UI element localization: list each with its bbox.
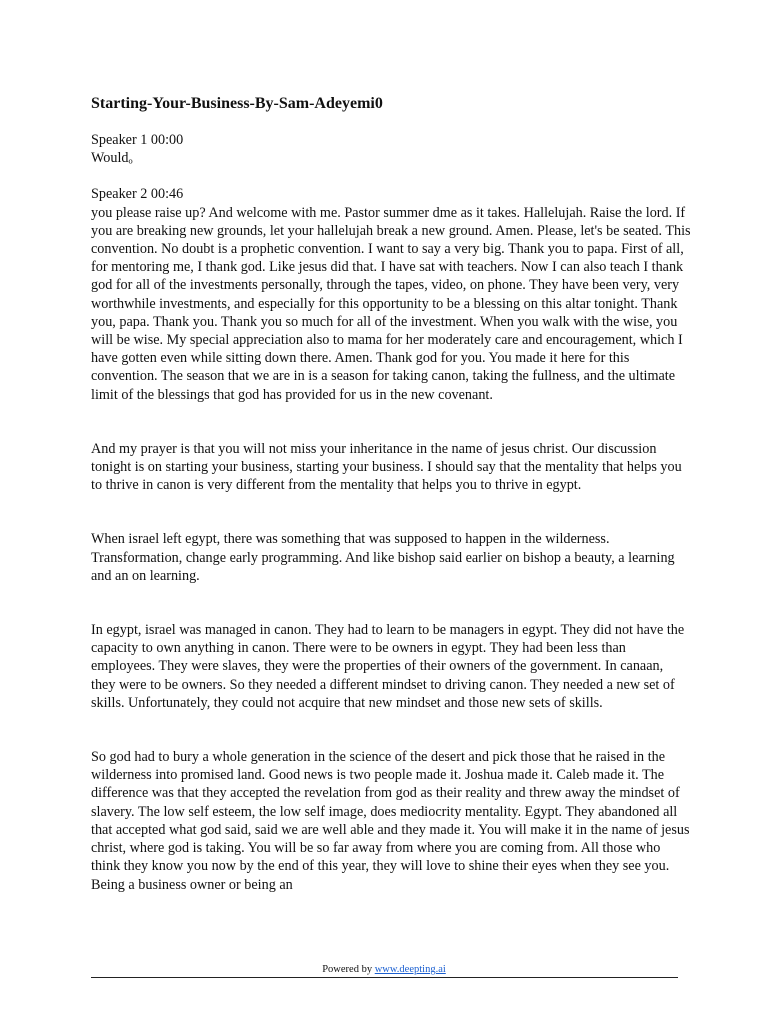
speaker-2-label: Speaker 2 00:46 (91, 186, 184, 203)
transcript-body (91, 131, 691, 894)
footer (0, 963, 768, 976)
transcript-paragraph: When israel left egypt, there was something that was supposed to happen in the wilderness. Transformation, change early programming. And like bishop said earlier on bishop a beauty, a learning and an on learning. (91, 531, 675, 584)
document-title: Starting-Your-Business-By-Sam-Adeyemi0 (91, 95, 383, 112)
footer-prefix: Powered by (322, 964, 375, 975)
transcript-paragraph: And my prayer is that you will not miss your inheritance in the name of jesus christ. Our discussion tonight is on starting your business, starting your business. I should say that the mentality that helps you to thrive in canon is very different from the mentality that helps you to thrive in egypt. (91, 440, 682, 494)
transcript-paragraph: So god had to bury a whole generation in the science of the desert and pick those that he raised in the wilderness into promised land. Good news is two people made it. Joshua made it. Caleb made it. The difference was that they accepted the revelation from god as their reality and threw away the mindset of slavery. The low self esteem, the low self image, does mediocrity mentality. Egypt. They abandoned all that accepted what god said, said we are well able and they made it. You will make it in the name of jesus christ, where god is taking. You will be so far away from where you are coming from. All those who think they know you now by the end of this year, they will love to shine their eyes when they see you. Being a business owner or being an (91, 749, 690, 893)
transcript-paragraph: In egypt, israel was managed in canon. They had to learn to be managers in egypt. They did not have the capacity to own anything in canon. There were to be owners in egypt. They had been less than employees. They were slaves, they were the properties of their owners of the government. In canaan, they were to be owners. So they needed a different mindset to driving canon. They needed a new set of skills. Unfortunately, they could not acquire that new mindset and those new sets of skills. (91, 622, 685, 711)
speaker-1-label: Speaker 1 00:00 (91, 132, 184, 148)
transcript-paragraph: you please raise up? And welcome with me. Pastor summer dme as it takes. Hallelujah. Raise the lord. If you are breaking new grounds, let your hallelujah break a new ground. Amen. Please, let's be seated. This convention. No doubt is a prophetic convention. I want to say a very big. Thank you to papa. First of all, for mentoring me, I thank god. Like jesus did that. I have sat with teachers. Now I can also teach I thank god for all of the investments personally, through the tapes, video, on phone. They have been very, very worthwhile investments, and especially for this opportunity to be a blessing on this altar tonight. Thank you, papa. Thank you. Thank you so much for all of the investment. When you walk with the wise, you will be wise. My special appreciation also to mama for her moderately care and encouragement, which I have gotten even while sitting down there. Amen. Thank god for you. You made it here for this convention. The season that we are in is a season for taking canon, taking the fullness, and the ultimate limit of the blessings that god has provided for us in the new covenant. (91, 204, 691, 403)
speaker-1-block (91, 131, 691, 167)
footer-link[interactable]: www.deepting.ai (374, 964, 446, 975)
footer-divider (91, 977, 678, 978)
speaker-1-text: Wouldₒ (91, 150, 133, 167)
speaker-2-block (91, 185, 691, 893)
